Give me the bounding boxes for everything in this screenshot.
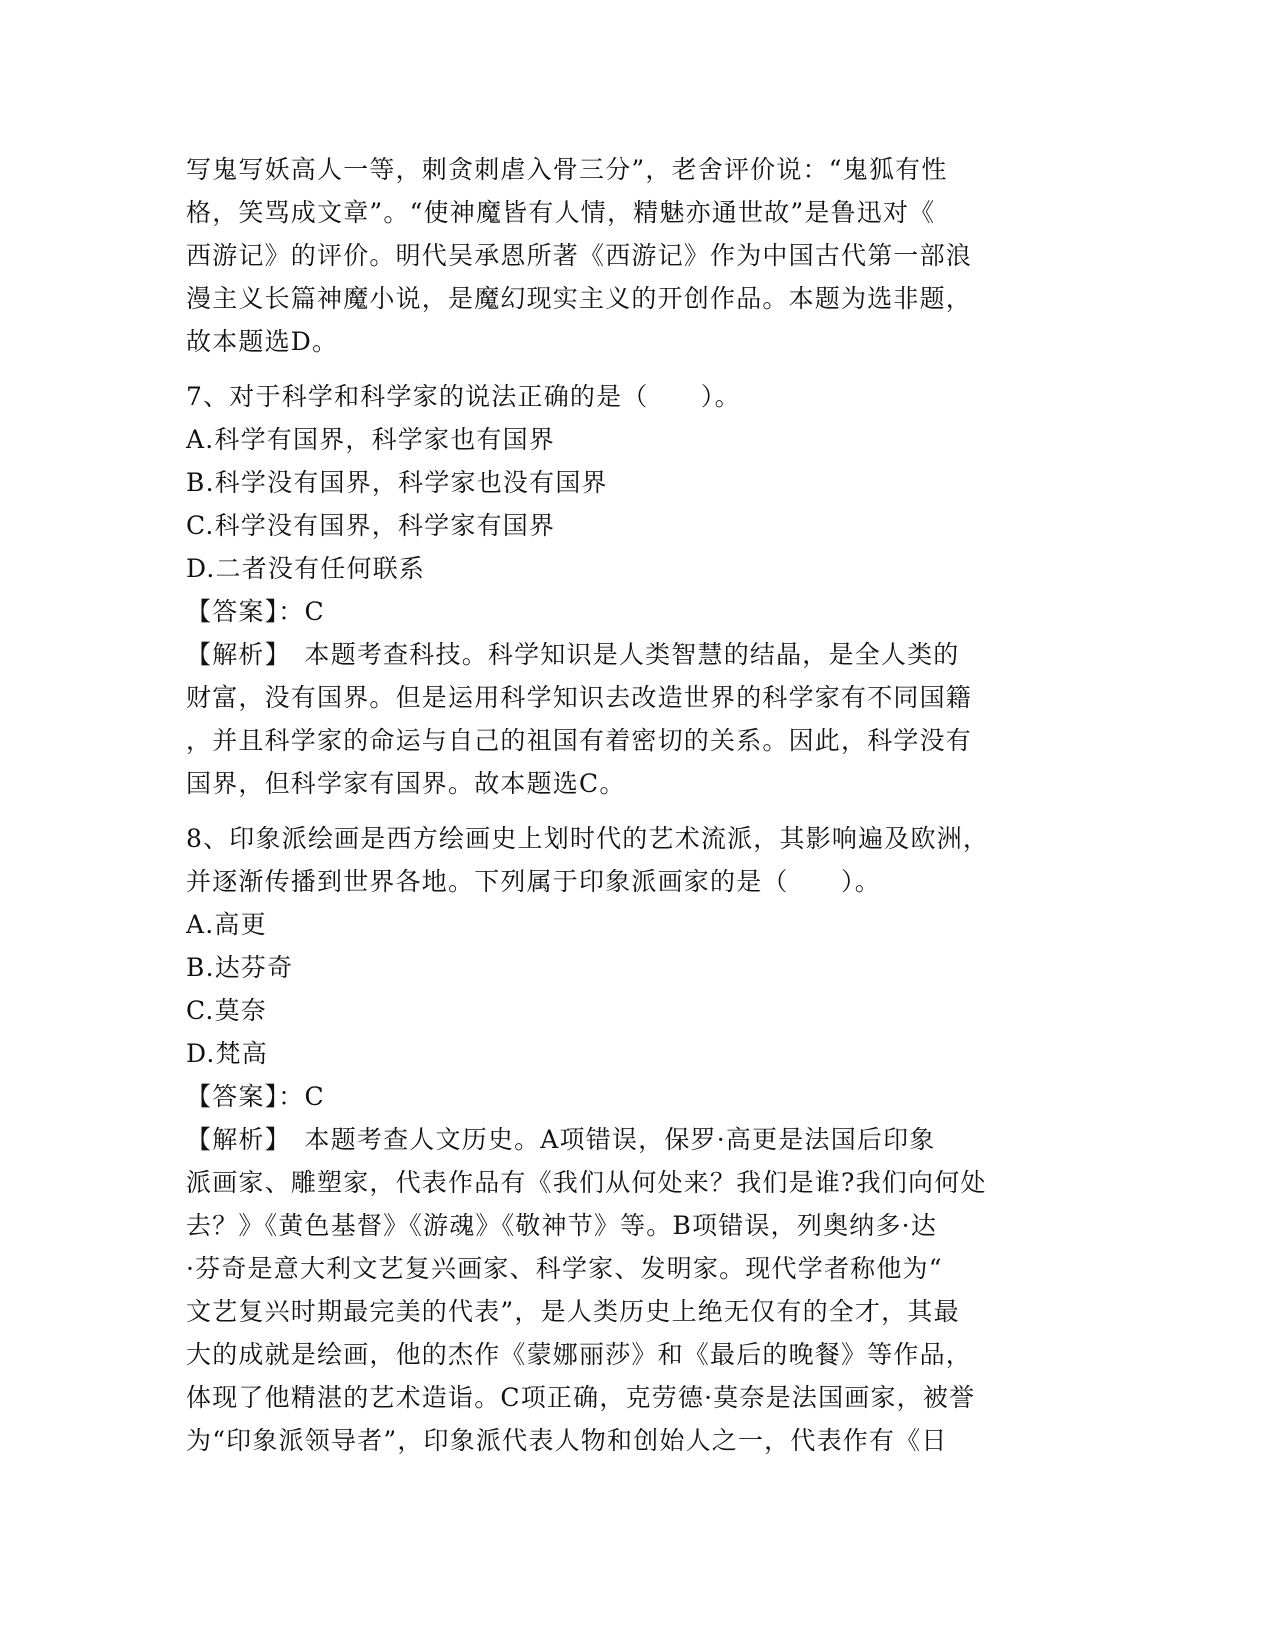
question-8-stem-line: 并逐渐传播到世界各地。下列属于印象派画家的是（ ）。	[186, 867, 881, 896]
question-8-analysis-line: 派画家、雕塑家，代表作品有《我们从何处来？我们是谁?我们向何处	[186, 1168, 987, 1197]
question-7-analysis-line: 【解析】 本题考查科技。科学知识是人类智慧的结晶，是全人类的	[186, 640, 960, 669]
text-line: 漫主义长篇神魔小说，是魔幻现实主义的开创作品。本题为选非题，	[186, 284, 973, 313]
question-8-answer: 【答案】：C	[186, 1082, 325, 1111]
text-line: 写鬼写妖高人一等，刺贪刺虐入骨三分”，老舍评价说：“鬼狐有性	[186, 155, 948, 184]
text-line: 格，笑骂成文章”。“使神魔皆有人情，精魅亦通世故”是鲁迅对《	[186, 198, 936, 227]
question-7-option-a: A.科学有国界，科学家也有国界	[186, 425, 556, 454]
intro-paragraph	[186, 148, 1086, 363]
question-7-option-d: D.二者没有任何联系	[186, 554, 426, 583]
document-page	[186, 148, 1086, 1462]
question-7	[186, 375, 1086, 805]
question-8-stem-line: 8、印象派绘画是西方绘画史上划时代的艺术流派，其影响遍及欧洲，	[186, 824, 990, 853]
spacer	[186, 363, 1086, 375]
question-7-option-b: B.科学没有国界，科学家也没有国界	[186, 468, 608, 497]
question-8-analysis-line: 为“印象派领导者”，印象派代表人物和创始人之一，代表作有《日	[186, 1426, 948, 1455]
text-line: 故本题选D。	[186, 327, 339, 356]
spacer	[186, 805, 1086, 817]
question-8-option-b: B.达芬奇	[186, 953, 294, 982]
question-7-analysis-line: 国界，但科学家有国界。故本题选C。	[186, 769, 626, 798]
question-8-option-d: D.梵高	[186, 1039, 268, 1068]
question-8-analysis-line: 体现了他精湛的艺术造诣。C项正确，克劳德·莫奈是法国画家，被誉	[186, 1383, 976, 1412]
question-8-option-a: A.高更	[186, 910, 267, 939]
question-7-stem: 7、对于科学和科学家的说法正确的是（ ）。	[186, 382, 741, 411]
question-7-answer: 【答案】：C	[186, 597, 325, 626]
question-7-option-c: C.科学没有国界，科学家有国界	[186, 511, 556, 540]
question-8-analysis-line: 文艺复兴时期最完美的代表”，是人类历史上绝无仅有的全才，其最	[186, 1297, 960, 1326]
text-line: 西游记》的评价。明代吴承恩所著《西游记》作为中国古代第一部浪	[186, 241, 973, 270]
question-7-analysis-line: 财富，没有国界。但是运用科学知识去改造世界的科学家有不同国籍	[186, 683, 973, 712]
question-8-analysis-line: ·芬奇是意大利文艺复兴画家、科学家、发明家。现代学者称他为“	[186, 1254, 943, 1283]
question-8-analysis-line: 去？》《黄色基督》《游魂》《敬神节》等。B项错误，列奥纳多·达	[186, 1211, 938, 1240]
question-8	[186, 817, 1086, 1462]
question-8-analysis-line: 【解析】 本题考查人文历史。A项错误，保罗·高更是法国后印象	[186, 1125, 936, 1154]
question-8-analysis-line: 大的成就是绘画，他的杰作《蒙娜丽莎》和《最后的晚餐》等作品，	[186, 1340, 973, 1369]
question-8-option-c: C.莫奈	[186, 996, 267, 1025]
question-7-analysis-line: ，并且科学家的命运与自己的祖国有着密切的关系。因此，科学没有	[186, 726, 973, 755]
